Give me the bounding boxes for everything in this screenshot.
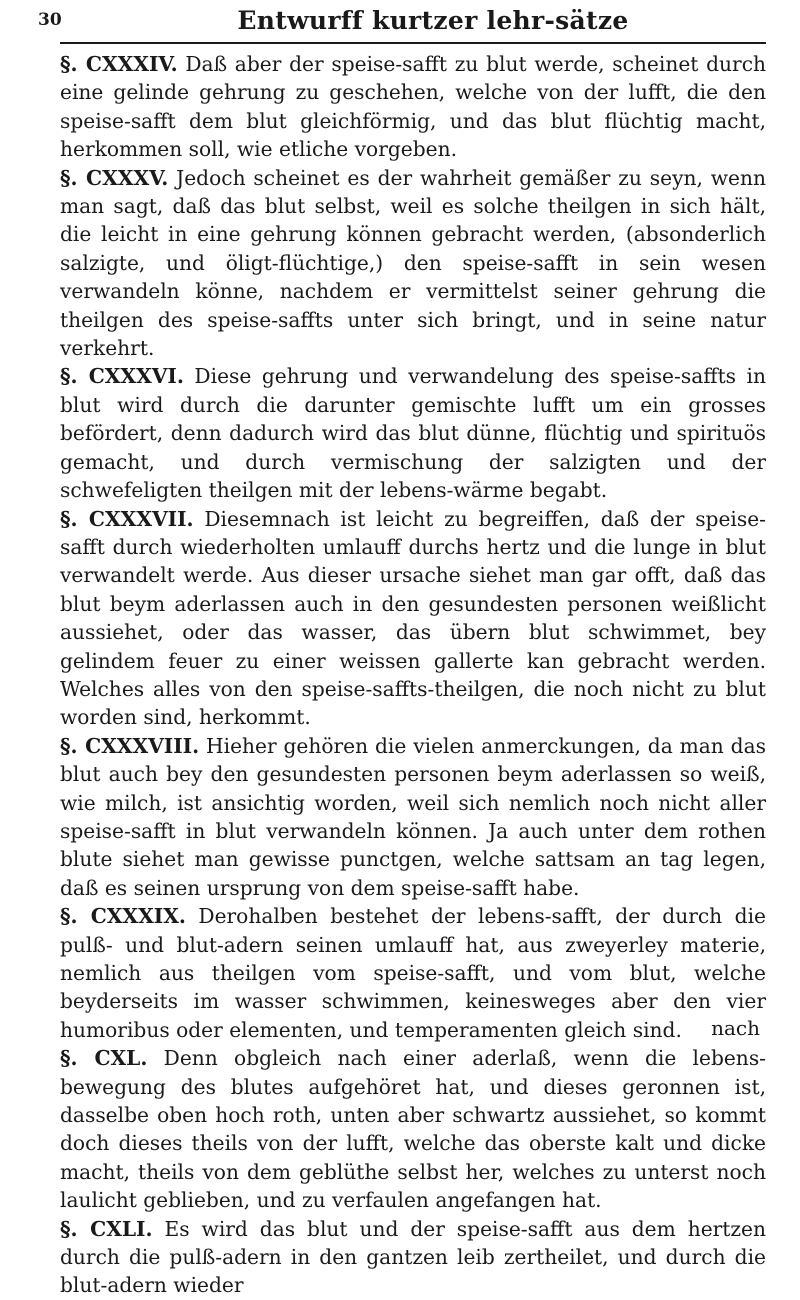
paragraph-140	[60, 1044, 766, 1214]
section-number: §. CXXXIV.	[60, 52, 178, 76]
section-number: §. CXXXV.	[60, 165, 169, 190]
paragraph-137	[60, 505, 766, 732]
paragraph-text: Derohalben bestehet der lebens-safft, der durch die pulß- und blut-adern seinen umlauff hat, aus zweyerley materie, nemlich aus theilgen vom speise-safft, und vom blut, welche beyderseits im wasser schwimmen, keinesweges aber den vier humoribus oder elementen, und temperamenten gleich sind.	[60, 904, 766, 1042]
paragraph-134	[60, 50, 766, 164]
catchword: nach	[711, 1016, 760, 1040]
section-number: §. CXXXVI.	[60, 364, 184, 389]
paragraph-139	[60, 902, 766, 1044]
paragraph-text: Daß aber der speise-safft zu blut werde, scheinet durch eine gelinde gehrung zu geschehen, welche von der lufft, die den speise-safft dem blut gleichförmig, und das blut flüchtig macht, herkommen soll, wie etliche vorgeben.	[60, 52, 766, 162]
paragraph-text: Diesemnach ist leicht zu begreiffen, daß der speise-safft durch wiederholten umlauff durchs hertz und die lunge in blut verwandelt werde. Aus dieser ursache siehet man gar offt, daß das blut beym aderlassen auch in den gesundesten personen weißlicht aussiehet, oder das wasser, das übern blut schwimmet, bey gelindem feuer zu einer weissen gallerte kan gebracht werden. Welches alles von den speise-saffts-theilgen, die noch nicht zu blut worden sind, herkommt.	[60, 506, 767, 730]
page-header	[38, 0, 766, 44]
paragraph-136	[60, 362, 766, 504]
section-number: §. CXXXIX.	[60, 904, 186, 929]
section-number: §. CXL.	[60, 1046, 148, 1071]
paragraph-text: Diese gehrung und verwandelung des speise-saffts in blut wird durch die darunter gemischte lufft um ein grosses befördert, denn dadurch wird das blut dünne, flüchtig und spirituös gemacht, und durch vermischung der salzigten und der schwefeligten theilgen mit der lebens-wärme begabt.	[60, 364, 767, 503]
section-number: §. CXXXVIII.	[60, 733, 200, 758]
paragraph-141	[60, 1215, 766, 1300]
body-text	[60, 50, 766, 1300]
paragraph-text: Jedoch scheinet es der wahrheit gemäßer zu seyn, wenn man sagt, daß das blut selbst, weil es solche theilgen in sich hält, die leicht in eine gehrung können gebracht werden, (absonderlich salzigte, und öligt-flüchtige,) den speise-safft in sein wesen verwandeln könne, nachdem er vermittelst seiner gehrung die theilgen des speise-saffts unter sich bringt, und in seine natur verkehrt.	[60, 165, 766, 361]
paragraph-135	[60, 164, 766, 363]
paragraph-text: Denn obgleich nach einer aderlaß, wenn die lebens-bewegung des blutes aufgehöret hat, und dieses geronnen ist, dasselbe oben hoch roth, unten aber schwartz aussiehet, so kommt doch dieses theils von der lufft, welche das oberste kalt und dicke macht, theils von dem geblüthe selbst her, welches zu unterst noch laulicht geblieben, und zu verfaulen angefangen hat.	[60, 1046, 766, 1213]
section-number: §. CXLI.	[60, 1216, 153, 1241]
section-number: §. CXXXVII.	[60, 506, 194, 531]
paragraph-138	[60, 732, 766, 902]
page-number: 30	[38, 10, 62, 30]
paragraph-text: Hieher gehören die vielen anmerckungen, da man das blut auch bey den gesundesten personen beym aderlassen so weiß, wie milch, ist ansichtig worden, weil sich nemlich noch nicht aller speise-safft in blut verwandeln können. Ja auch unter dem rothen blute siehet man gewisse punctgen, welche sattsam an tag legen, daß es seinen ursprung von dem speise-safft habe.	[60, 733, 766, 900]
paragraph-text: Es wird das blut und der speise-safft aus dem hertzen durch die pulß-adern in den gantzen leib zertheilet, und durch die blut-adern wieder	[60, 1216, 767, 1298]
running-title: Entwurff kurtzer lehr-sätze	[237, 6, 629, 35]
